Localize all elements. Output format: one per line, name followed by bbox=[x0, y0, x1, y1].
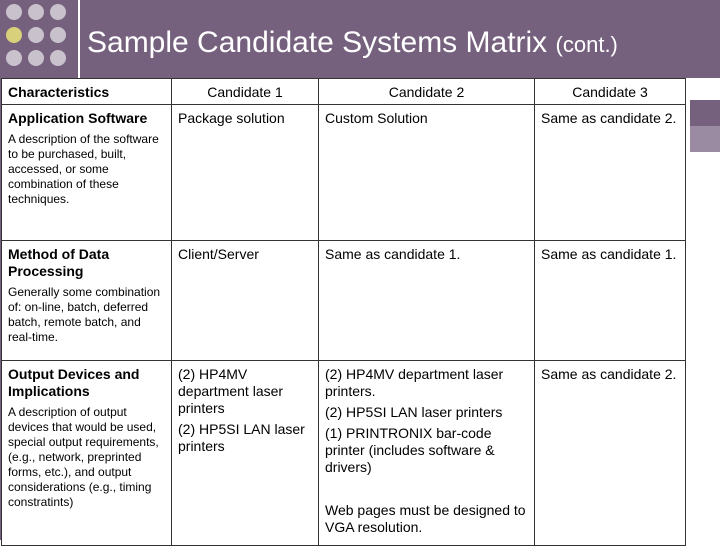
title-divider bbox=[78, 0, 80, 78]
table-row bbox=[2, 361, 686, 546]
characteristic-name: Application Software bbox=[8, 110, 148, 126]
candidate-3-cell bbox=[535, 361, 686, 546]
candidate-2-value: (2) HP4MV department laser printers. bbox=[325, 366, 504, 399]
slide-title bbox=[87, 26, 618, 60]
candidate-2-cell bbox=[319, 241, 535, 361]
candidate-1-cell bbox=[172, 361, 319, 546]
candidate-1-cell bbox=[172, 105, 319, 241]
candidate-1-value: Client/Server bbox=[178, 246, 259, 262]
candidate-2-value: Web pages must be designed to VGA resolution. bbox=[325, 502, 526, 535]
candidate-2-value: Same as candidate 1. bbox=[325, 246, 461, 262]
candidate-2-cell bbox=[319, 361, 535, 546]
table-row bbox=[2, 105, 686, 241]
characteristic-name: Method of Data Processing bbox=[8, 246, 110, 279]
candidate-1-cell bbox=[172, 241, 319, 361]
characteristic-name: Output Devices and Implications bbox=[8, 366, 140, 399]
characteristic-description: A description of output devices that would be used, special output requirements, (e.g., network, preprinted forms, etc.), and output considerations (e.g., timing constratints) bbox=[8, 405, 159, 509]
header-row bbox=[2, 79, 686, 105]
header-candidate-3: Candidate 3 bbox=[535, 79, 686, 105]
candidate-systems-matrix bbox=[1, 78, 686, 546]
dot-grid-decoration bbox=[0, 0, 78, 78]
title-bar bbox=[0, 0, 720, 78]
right-accent-bar-light bbox=[690, 126, 720, 152]
slide-title-suffix: (cont.) bbox=[555, 32, 618, 57]
header-candidate-1: Candidate 1 bbox=[172, 79, 319, 105]
characteristic-description: A description of the software to be purchased, built, accessed, or some combination of these techniques. bbox=[8, 132, 159, 206]
candidate-3-value: Same as candidate 2. bbox=[541, 110, 677, 126]
characteristic-description: Generally some combination of: on-line, batch, deferred batch, remote batch, and real-time. bbox=[8, 285, 161, 344]
candidate-2-value: Custom Solution bbox=[325, 110, 428, 126]
characteristic-cell bbox=[2, 241, 172, 361]
candidate-1-value: (2) HP5SI LAN laser printers bbox=[178, 421, 305, 454]
table-row bbox=[2, 241, 686, 361]
candidate-3-value: Same as candidate 1. bbox=[541, 246, 677, 262]
candidate-1-value: Package solution bbox=[178, 110, 285, 126]
candidate-2-cell bbox=[319, 105, 535, 241]
candidate-2-value: (2) HP5SI LAN laser printers bbox=[325, 404, 503, 420]
candidate-1-value: (2) HP4MV department laser printers bbox=[178, 366, 284, 416]
candidate-3-cell bbox=[535, 105, 686, 241]
characteristic-cell bbox=[2, 105, 172, 241]
header-candidate-2: Candidate 2 bbox=[319, 79, 535, 105]
right-accent-bar bbox=[690, 100, 720, 126]
slide-title-main: Sample Candidate Systems Matrix bbox=[87, 26, 548, 59]
candidate-3-value: Same as candidate 2. bbox=[541, 366, 677, 382]
candidate-2-value: (1) PRINTRONIX bar-code printer (includes software & drivers) bbox=[325, 425, 495, 475]
candidate-3-cell bbox=[535, 241, 686, 361]
characteristic-cell bbox=[2, 361, 172, 546]
header-characteristics: Characteristics bbox=[2, 79, 172, 105]
